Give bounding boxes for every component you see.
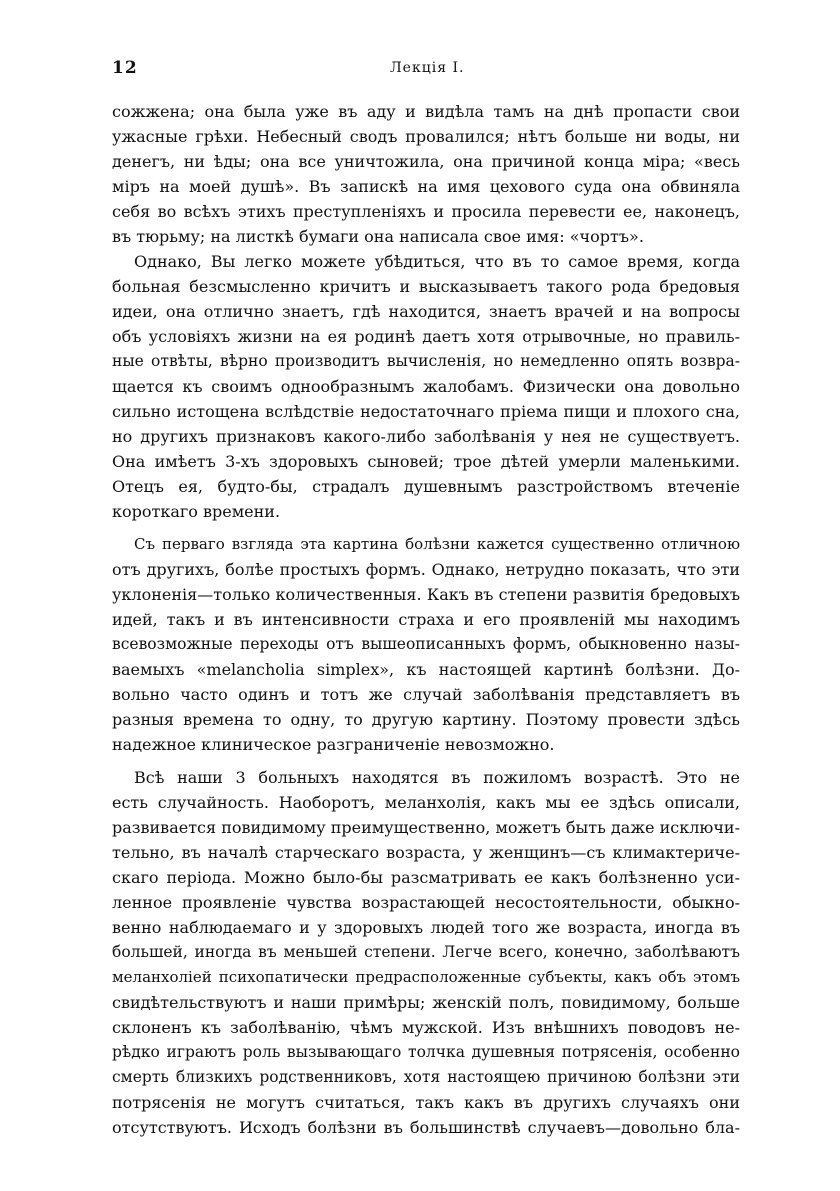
text-line: больная безсмысленно кричитъ и высказываетъ такого рода бредовыя xyxy=(112,277,740,296)
text-line: денегъ, ни ѣды; она все уничтожила, она причиной конца міра; «весь xyxy=(112,152,740,171)
text-line: щается къ своимъ однообразнымъ жалобамъ. Физически она довольно xyxy=(112,377,740,396)
text-line: но другихъ признаковъ какого-либо заболѣванія у нея не существуетъ. xyxy=(112,427,740,446)
text-line: свидѣтельствуютъ и наши примѣры; женскій полъ, повидимому, больше xyxy=(112,993,740,1012)
text-line: идей, такъ и въ интенсивности страха и его проявленій мы находимъ xyxy=(112,610,740,629)
page-number: 12 xyxy=(112,58,138,78)
text-line: ленное проявленіе чувства возрастающей несостоятельности, обыкно- xyxy=(112,893,740,912)
text-line: скаго періода. Можно было-бы разсматривать ее какъ болѣзненно уси- xyxy=(112,868,740,887)
text-line: Всѣ наши 3 больныхъ находятся въ пожиломъ возрастѣ. Это не xyxy=(134,768,740,787)
text-line: меланхоліей психопатически предрасположенные субъекты, какъ объ этомъ xyxy=(112,968,740,986)
text-line: отъ другихъ, болѣе простыхъ формъ. Однако, нетрудно показать, что эти xyxy=(112,560,740,579)
page-header xyxy=(112,58,740,80)
text-line: венно наблюдаемаго и у здоровыхъ людей того же возраста, иногда въ xyxy=(112,918,740,937)
paragraph xyxy=(112,532,740,757)
text-line: рѣдко играютъ роль вызывающаго толчка душевныя потрясенія, особенно xyxy=(112,1043,740,1061)
text-line: ужасные грѣхи. Небесный сводъ провалился; нѣтъ больше ни воды, ни xyxy=(112,127,740,146)
text-line: разныя времена то одну, то другую картину. Поэтому провести здѣсь xyxy=(112,710,740,729)
text-line: Съ перваго взгляда эта картина болѣзни кажется существенно отличною xyxy=(134,535,740,553)
text-line: есть случайность. Наоборотъ, меланхолія, какъ мы ее здѣсь описали, xyxy=(112,793,740,812)
text-line: идеи, она отлично знаетъ, гдѣ находится, знаетъ врачей и на вопросы xyxy=(112,302,740,321)
text-line: большей, иногда въ меньшей степени. Легче всего, конечно, заболѣваютъ xyxy=(112,943,740,961)
text-line: смерть близкихъ родственниковъ, хотя настоящею причиною болѣзни эти xyxy=(112,1068,740,1086)
text-line: уклоненія—только количественныя. Какъ въ степени развитія бредовыхъ xyxy=(112,585,740,604)
text-line: потрясенія не могутъ считаться, такъ какъ въ другихъ случаяхъ они xyxy=(112,1093,740,1112)
text-line: Она имѣетъ 3-хъ здоровыхъ сыновей; трое дѣтей умерли маленькими. xyxy=(112,452,740,471)
paragraph xyxy=(112,249,740,524)
text-line: тельно, въ началѣ старческаго возраста, у женщинъ—съ климактериче- xyxy=(112,843,740,862)
text-line: развивается повидимому преимущественно, можетъ быть даже исключи- xyxy=(112,818,740,837)
text-line: надежное клиническое разграниченіе невозможно. xyxy=(112,735,555,754)
running-title: Лекція I. xyxy=(390,60,465,76)
text-line: вольно часто одинъ и тотъ же случай заболѣванія представляетъ въ xyxy=(112,685,740,704)
text-line: ные отвѣты, вѣрно производитъ вычисленія, но немедленно опять возвра- xyxy=(112,352,740,370)
text-line: въ тюрьму; на листкѣ бумаги она написала свое имя: «чортъ». xyxy=(112,227,644,246)
text-line: сильно истощена вслѣдствіе недостаточнаго пріема пищи и плохого сна, xyxy=(112,402,740,421)
text-line: сожжена; она была уже въ аду и видѣла тамъ на днѣ пропасти свои xyxy=(112,102,740,121)
text-line: ваемыхъ «melancholia simplex», къ настоящей картинѣ болѣзни. До- xyxy=(112,660,740,679)
text-line: міръ на моей душѣ». Въ запискѣ на имя цехового суда она обвиняла xyxy=(112,177,740,196)
body-text xyxy=(112,99,740,1140)
text-line: объ условіяхъ жизни на ея родинѣ даетъ хотя отрывочные, но правиль- xyxy=(112,327,740,346)
text-line: Отецъ ея, будто-бы, страдалъ душевнымъ разстройствомъ втеченіе xyxy=(112,477,740,496)
text-line: всевозможные переходы отъ вышеописанныхъ формъ, обыкновенно назы- xyxy=(112,635,740,653)
text-line: Однако, Вы легко можете убѣдиться, что въ то самое время, когда xyxy=(134,252,740,271)
text-line: отсутствуютъ. Исходъ болѣзни въ большинствѣ случаевъ—довольно бла- xyxy=(112,1118,740,1137)
paragraph xyxy=(112,765,740,1140)
paragraph xyxy=(112,99,740,249)
text-line: склоненъ къ заболѣванію, чѣмъ мужской. Изъ внѣшнихъ поводовъ не- xyxy=(112,1018,740,1037)
text-line: себя во всѣхъ этихъ преступленіяхъ и просила перевести ее, наконецъ, xyxy=(112,202,740,221)
text-line: короткаго времени. xyxy=(112,502,281,521)
